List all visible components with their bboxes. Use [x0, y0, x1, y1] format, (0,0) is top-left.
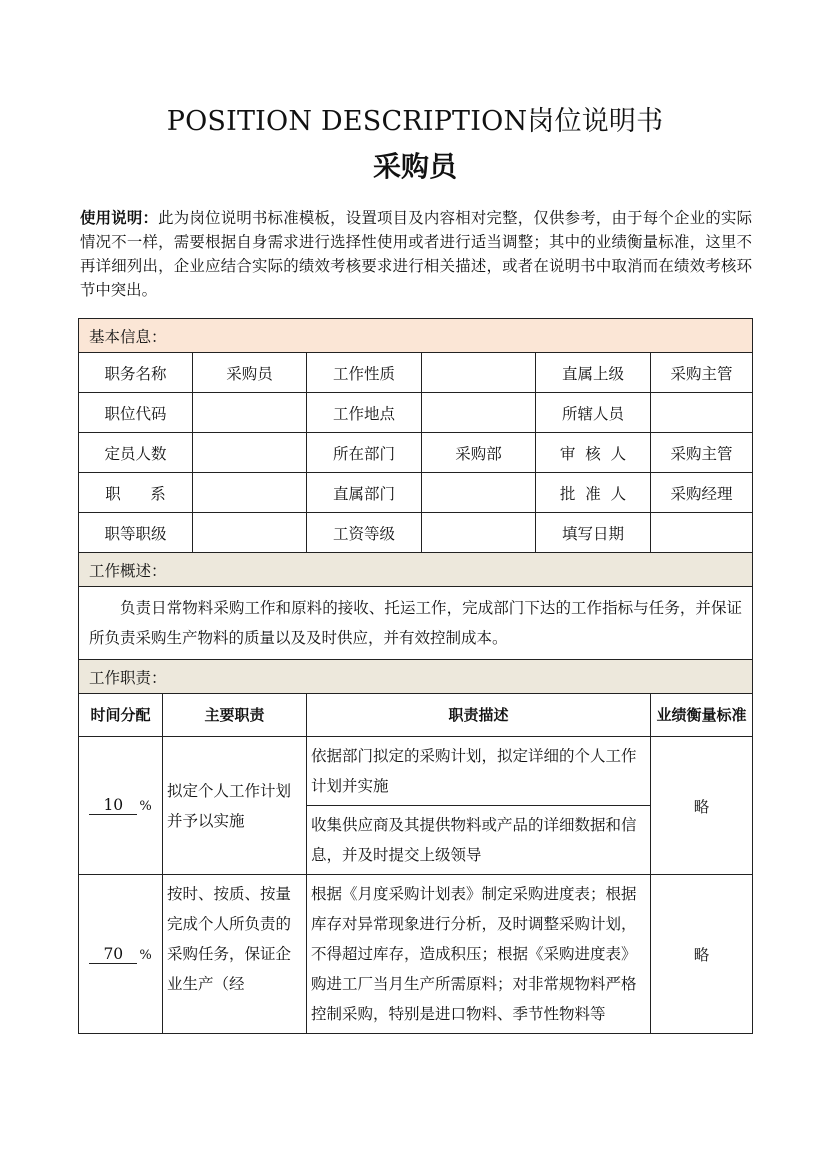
duty-row	[79, 737, 753, 806]
field-label: 职位代码	[79, 393, 193, 433]
duty-description: 依据部门拟定的采购计划，拟定详细的个人工作计划并实施	[307, 737, 651, 806]
position-form-table	[78, 318, 753, 1034]
usage-note	[80, 206, 752, 302]
field-value: 采购主管	[651, 353, 753, 393]
field-value: 采购部	[422, 433, 536, 473]
basic-info-row	[79, 433, 753, 473]
field-label: 职等职级	[79, 513, 193, 553]
duty-description: 根据《月度采购计划表》制定采购进度表；根据库存对异常现象进行分析，及时调整采购计划，不得超过库存，造成积压；根据《采购进度表》购进工厂当月生产所需原料；对非常规物料严格控制采购，特别是进口物料、季节性物料等	[307, 875, 651, 1034]
field-value	[651, 513, 753, 553]
field-label: 工作性质	[307, 353, 422, 393]
field-label: 直属部门	[307, 473, 422, 513]
field-value	[193, 433, 307, 473]
duties-header-row	[79, 694, 753, 737]
field-value	[422, 473, 536, 513]
time-share	[79, 737, 163, 875]
basic-info-row	[79, 353, 753, 393]
field-value	[651, 393, 753, 433]
main-duty: 拟定个人工作计划并予以实施	[163, 737, 307, 875]
time-share	[79, 875, 163, 1034]
field-label: 所在部门	[307, 433, 422, 473]
field-label: 工作地点	[307, 393, 422, 433]
basic-info-row	[79, 513, 753, 553]
col-header-standard: 业绩衡量标准	[651, 694, 753, 737]
overview-text	[79, 587, 753, 660]
duty-description: 收集供应商及其提供物料或产品的详细数据和信息，并及时提交上级领导	[307, 806, 651, 875]
percent-sign: %	[139, 799, 152, 814]
col-header-desc: 职责描述	[307, 694, 651, 737]
overview-body: 负责日常物料采购工作和原料的接收、托运工作，完成部门下达的工作指标与任务，并保证所负责采购生产物料的质量以及及时供应，并有效控制成本。	[89, 599, 743, 647]
overview-heading: 工作概述：	[79, 553, 753, 587]
duty-row	[79, 875, 753, 1034]
usage-note-text: 此为岗位说明书标准模板，设置项目及内容相对完整，仅供参考，由于每个企业的实际情况不一样，需要根据自身需求进行选择性使用或者进行适当调整；其中的业绩衡量标准，这里不再详细列出，企业应结合实际的绩效考核要求进行相关描述，或者在说明书中取消而在绩效考核环节中突出。	[80, 209, 752, 299]
field-value	[193, 473, 307, 513]
main-duty: 按时、按质、按量完成个人所负责的采购任务，保证企业生产（经	[163, 875, 307, 1034]
basic-info-row	[79, 393, 753, 433]
page-title: POSITION DESCRIPTION岗位说明书	[166, 106, 664, 137]
field-value	[193, 513, 307, 553]
basic-info-heading: 基本信息：	[79, 319, 753, 353]
field-label: 定员人数	[79, 433, 193, 473]
col-header-main: 主要职责	[163, 694, 307, 737]
duties-heading: 工作职责：	[79, 660, 753, 694]
percent-sign: %	[139, 947, 152, 963]
field-label: 职务名称	[79, 353, 193, 393]
field-label: 工资等级	[307, 513, 422, 553]
time-share-value: 70	[89, 945, 137, 964]
field-value: 采购经理	[651, 473, 753, 513]
field-value	[422, 393, 536, 433]
field-label: 批 准 人	[536, 473, 651, 513]
field-label: 填写日期	[536, 513, 651, 553]
field-value	[193, 393, 307, 433]
performance-standard: 略	[651, 737, 753, 875]
field-label: 直属上级	[536, 353, 651, 393]
field-value	[422, 513, 536, 553]
col-header-time: 时间分配	[79, 694, 163, 737]
field-value: 采购主管	[651, 433, 753, 473]
basic-info-row	[79, 473, 753, 513]
field-value: 采购员	[193, 353, 307, 393]
field-label: 所辖人员	[536, 393, 651, 433]
field-label: 审 核 人	[536, 433, 651, 473]
usage-note-label: 使用说明：	[80, 209, 159, 227]
field-label: 职 系	[79, 473, 193, 513]
performance-standard: 略	[651, 875, 753, 1034]
time-share-value: 10	[89, 796, 137, 815]
page-subtitle: 采购员	[372, 150, 457, 183]
field-value	[422, 353, 536, 393]
